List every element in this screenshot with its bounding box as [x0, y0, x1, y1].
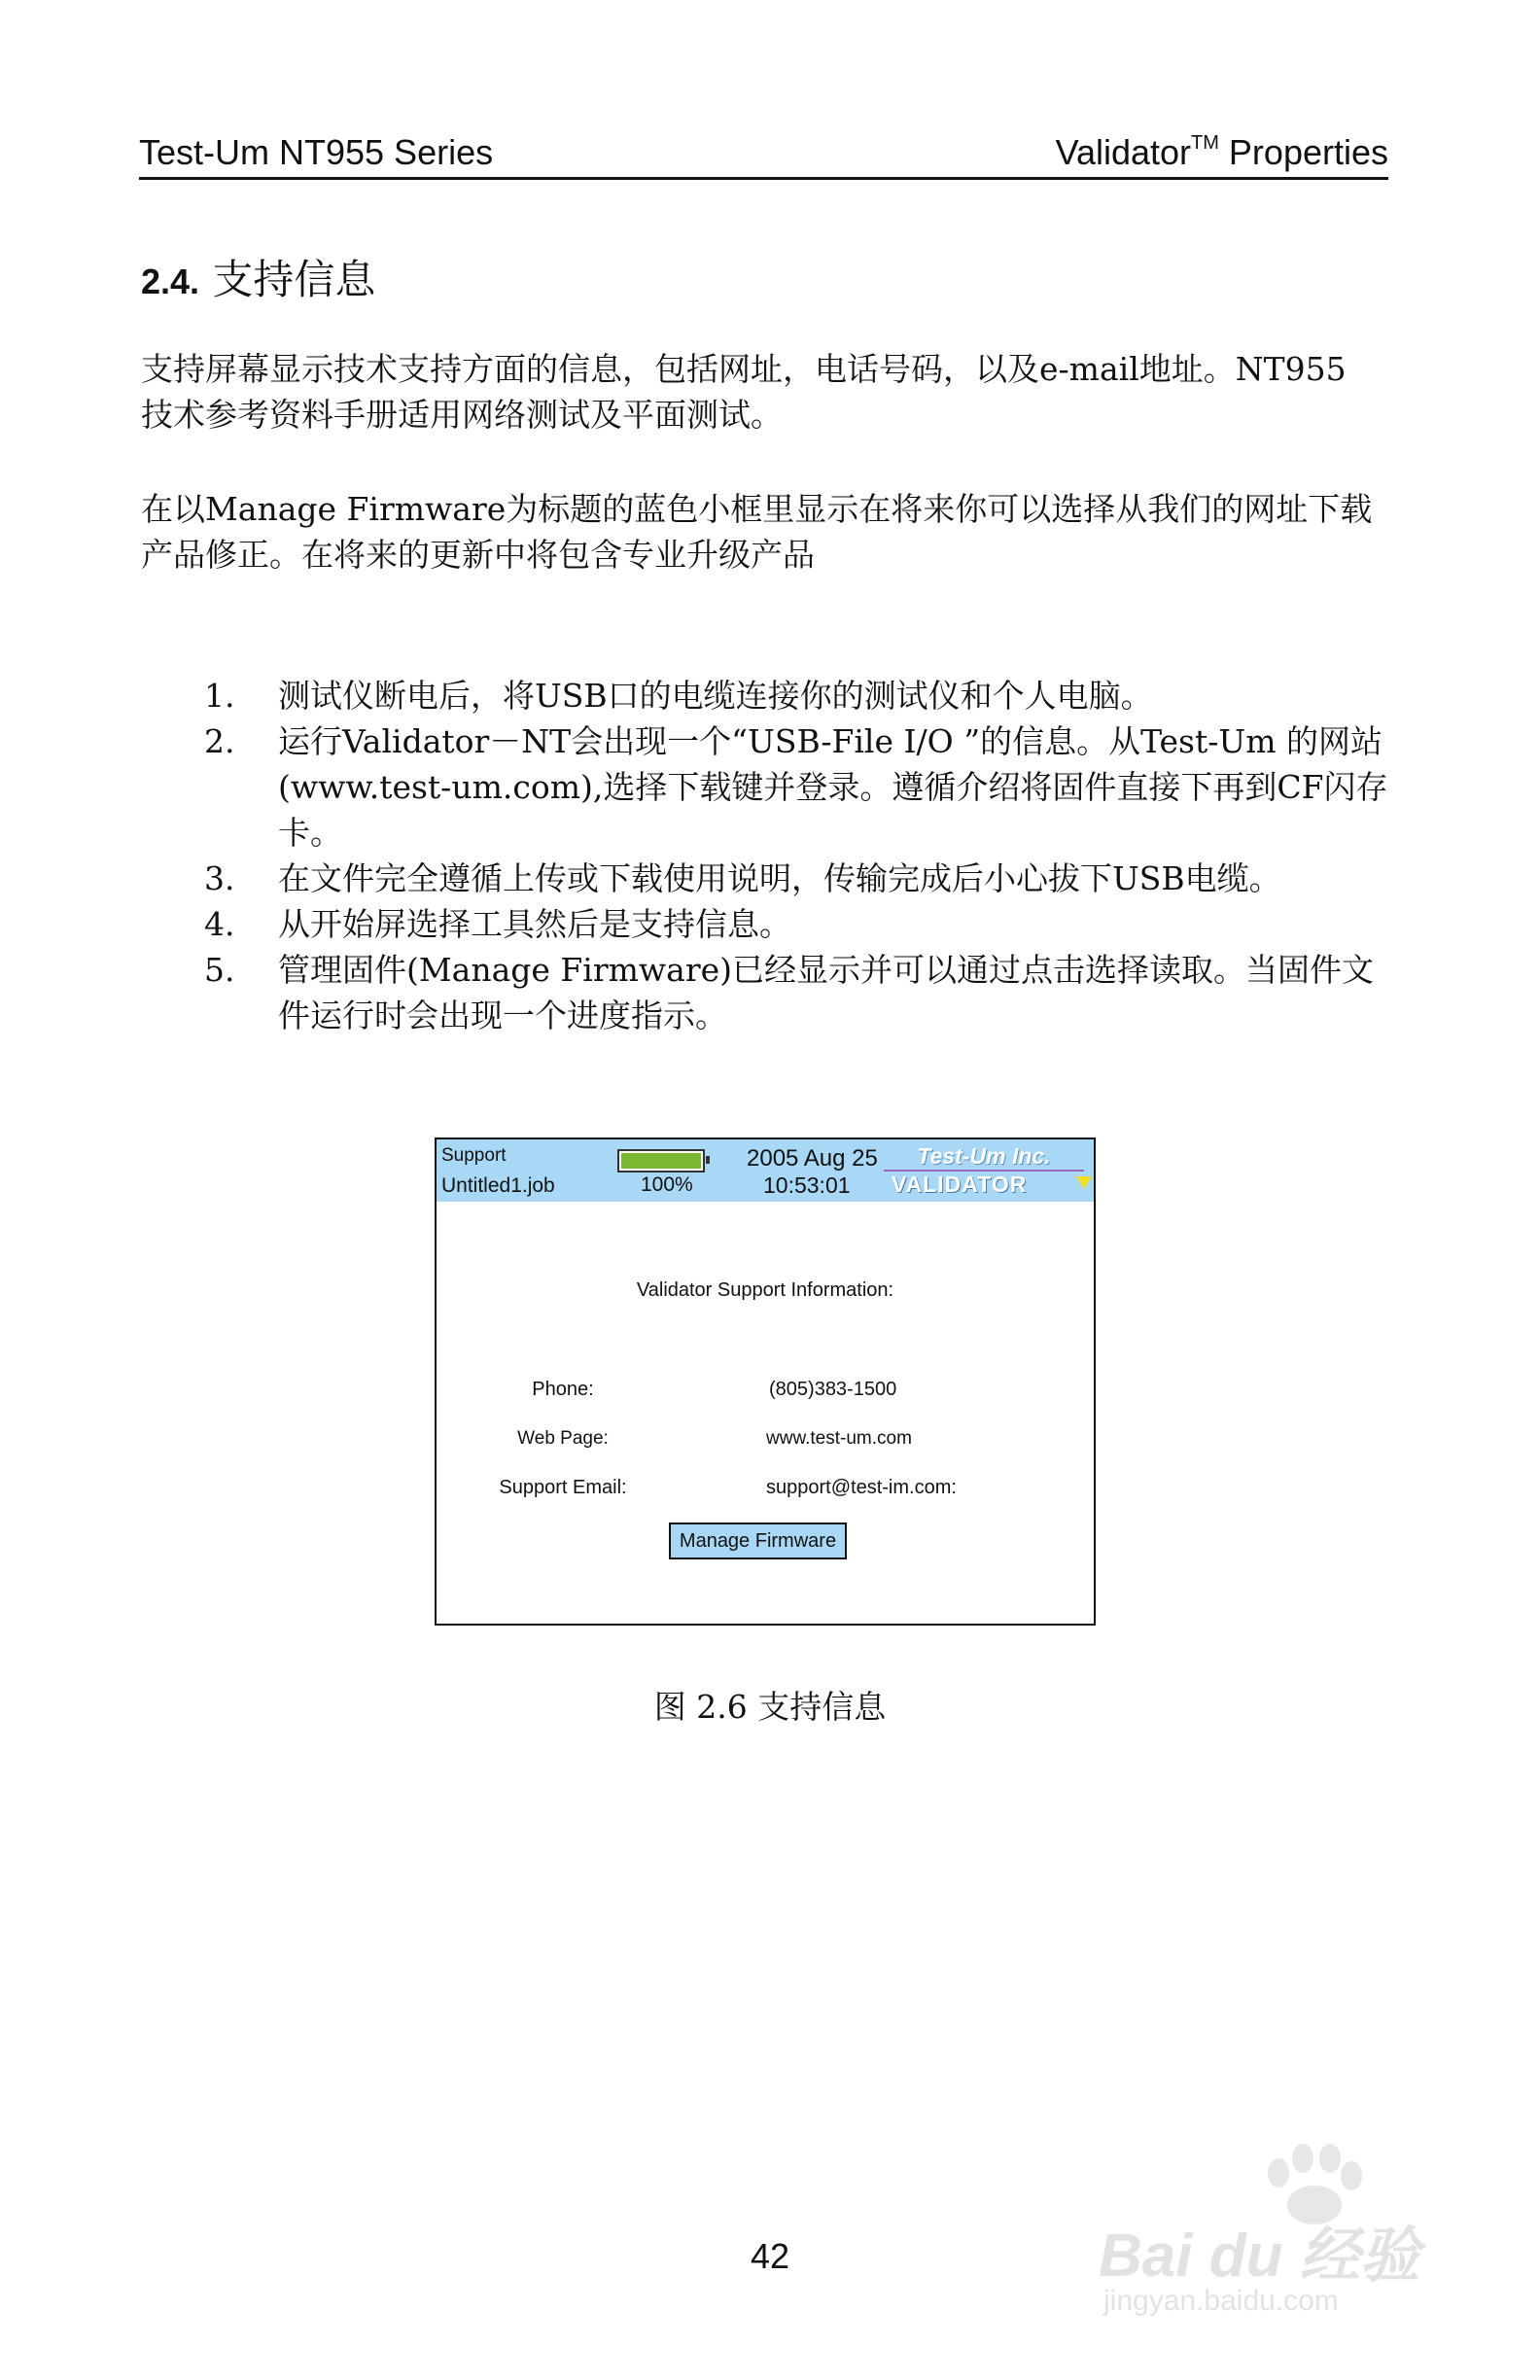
list-item	[204, 901, 1400, 947]
device-time: 10:53:01	[763, 1172, 851, 1198]
battery-icon	[617, 1149, 705, 1172]
step-text: 从开始屏选择工具然后是支持信息。	[278, 905, 791, 943]
header-validator: Validator	[1055, 132, 1192, 172]
step-text: 管理固件(Manage Firmware)已经显示并可以通过点击选择读取。当固件文件运行时会出现一个进度指示。	[278, 951, 1375, 1034]
list-item	[204, 947, 1400, 1038]
step-text: 在文件完全遵循上传或下载使用说明，传输完成后小心拔下USB电缆。	[278, 859, 1281, 897]
section-number: 2.4.	[141, 262, 200, 301]
page-header	[139, 128, 1388, 180]
product-name: VALIDATOR	[892, 1172, 1028, 1197]
firmware-paragraph: 在以Manage Firmware为标题的蓝色小框里显示在将来你可以选择从我们的网址下载产品修正。在将来的更新中将包含专业升级产品	[141, 490, 1373, 574]
intro-paragraph: 支持屏幕显示技术支持方面的信息，包括网址，电话号码，以及e-mail地址。NT955技术参考资料手册适用网络测试及平面测试。	[141, 350, 1347, 434]
battery-tip	[706, 1156, 710, 1164]
list-item	[204, 673, 1400, 718]
step-number: 2.	[204, 722, 235, 760]
section-heading	[141, 248, 375, 306]
battery-level-fill	[621, 1153, 701, 1169]
watermark-brand: Bai du 经验	[1099, 2222, 1420, 2290]
device-status-bar	[437, 1139, 1094, 1202]
steps-list	[204, 673, 1400, 1038]
header-section-title	[1056, 132, 1388, 173]
step-number: 4.	[204, 905, 235, 943]
header-series-title: Test-Um NT955 Series	[139, 132, 494, 172]
manage-firmware-button[interactable]: Manage Firmware	[669, 1522, 847, 1559]
company-name: Test-Um Inc.	[884, 1143, 1084, 1172]
trademark-mark: TM	[1191, 132, 1219, 154]
step-number: 3.	[204, 859, 235, 897]
support-info-heading: Validator Support Information:	[636, 1279, 894, 1301]
step-number: 5.	[204, 951, 235, 989]
screen-mode-label: Support	[441, 1145, 507, 1166]
phone-value: (805)383-1500	[769, 1379, 897, 1400]
figure-caption: 图 2.6 支持信息	[653, 1688, 887, 1726]
page-number: 42	[750, 2236, 790, 2276]
dropdown-arrow-icon[interactable]	[1076, 1176, 1092, 1189]
list-item	[204, 856, 1400, 901]
support-email-label: Support Email:	[499, 1477, 627, 1498]
support-email-value: support@test-im.com:	[766, 1477, 957, 1498]
device-screenshot	[435, 1138, 1096, 1626]
web-page-value: www.test-um.com	[766, 1428, 912, 1449]
section-title: 支持信息	[212, 256, 376, 303]
brand-logo	[884, 1139, 1094, 1202]
list-item	[204, 718, 1400, 856]
step-text: 运行Validator－NT会出现一个“USB-File I/O ”的信息。从Test-Um 的网站(www.test-um.com),选择下载键并登录。遵循介绍将固件直接下再到CF闪存卡。	[278, 722, 1388, 852]
job-filename: Untitled1.job	[441, 1174, 555, 1197]
watermark-logo	[1089, 2139, 1439, 2333]
step-text: 测试仪断电后，将USB口的电缆连接你的测试仪和个人电脑。	[278, 677, 1153, 715]
device-date: 2005 Aug 25	[747, 1145, 878, 1172]
watermark-url: jingyan.baidu.com	[1103, 2285, 1339, 2317]
header-properties: Properties	[1218, 132, 1388, 172]
web-page-label: Web Page:	[517, 1428, 609, 1449]
battery-percentage: 100%	[641, 1173, 693, 1196]
step-number: 1.	[204, 677, 235, 715]
phone-label: Phone:	[532, 1379, 594, 1400]
